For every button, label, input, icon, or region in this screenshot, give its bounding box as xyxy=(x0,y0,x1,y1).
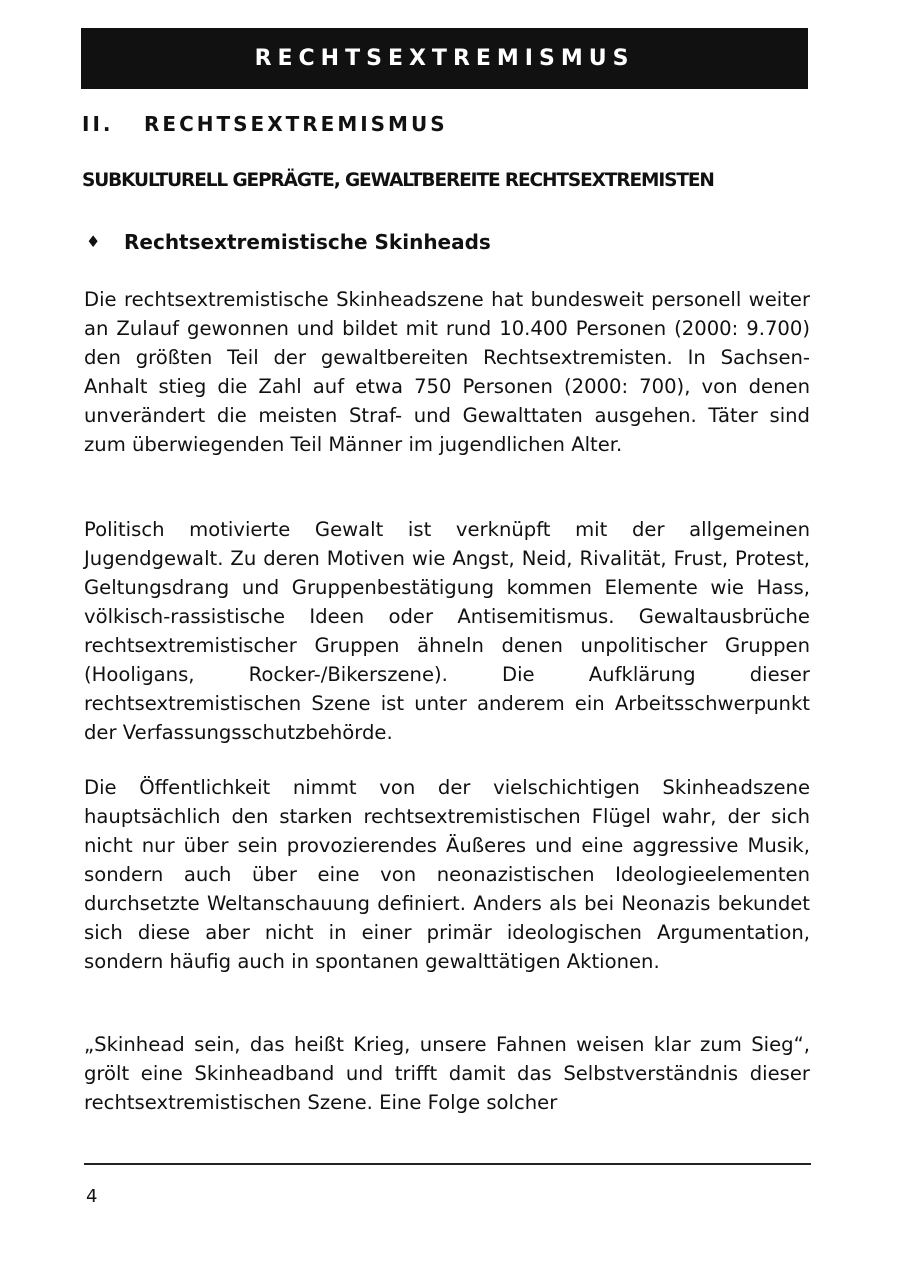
paragraph-4: „Skinhead sein, das heißt Krieg, unsere Fahnen weisen klar zum Sieg“, grölt eine Skinheadband und trifft damit das Selbstverständnis dieser rechtsextremistischen Szene. Eine Folge solcher xyxy=(84,1033,810,1114)
paragraph-2: Politisch motivierte Gewalt ist verknüpft mit der allgemeinen Jugendgewalt. Zu deren Motiven wie Angst, Neid, Rivalität, Frust, Protest, Geltungsdrang und Gruppenbestätigung kommen Elemente wie Hass, völkisch-rassistische Ideen oder Antisemitismus. Gewaltausbrüche rechtsextremistischer Gruppen ähneln denen unpolitischer Gruppen (Hooligans, Rocker-/Bikerszene). Die Aufklärung dieser rechtsextremistischen Szene ist unter anderem ein Arbeitsschwerpunkt der Verfassungsschutzbehörde. xyxy=(84,518,810,744)
paragraph-3: Die Öffentlichkeit nimmt von der vielschichtigen Skinheadszene hauptsächlich den starken rechtsextremistischen Flügel wahr, der sich nicht nur über sein provozierendes Äußeres und eine aggressive Musik, sondern auch über eine von neonazistischen Ideologieelementen durchsetzte Weltanschauung definiert. Anders als bei Neonazis bekundet sich diese aber nicht in einer primär ideologischen Argumentation, sondern häufig auch in spontanen gewalttätigen Aktionen. xyxy=(84,776,810,973)
paragraph-1: Die rechtsextremistische Skinheadszene hat bundesweit personell weiter an Zulauf gewonnen und bildet mit rund 10.400 Personen (2000: 9.700) den größten Teil der gewaltbereiten Rechtsextremisten. In Sachsen-Anhalt stieg die Zahl auf etwa 750 Personen (2000: 700), von denen unverändert die meisten Straf- und Gewalttaten ausgehen. Täter sind zum überwiegenden Teil Männer im jugendlichen Alter. xyxy=(84,288,810,456)
section-heading xyxy=(82,112,448,136)
topic-title: Rechtsextremistische Skinheads xyxy=(124,230,491,254)
diamond-bullet-icon: ♦ xyxy=(86,232,101,251)
footer-divider xyxy=(84,1163,811,1165)
topic-heading xyxy=(86,230,491,254)
page-number: 4 xyxy=(86,1186,98,1207)
section-title: RECHTSEXTREMISMUS xyxy=(144,112,448,136)
running-header xyxy=(81,28,808,89)
section-number: II. xyxy=(82,112,114,136)
running-header-title: RECHTSEXTREMISMUS xyxy=(254,46,635,71)
subsection-heading: SUBKULTURELL GEPRÄGTE, GEWALTBEREITE RECHTSEXTREMISTEN xyxy=(82,170,714,191)
